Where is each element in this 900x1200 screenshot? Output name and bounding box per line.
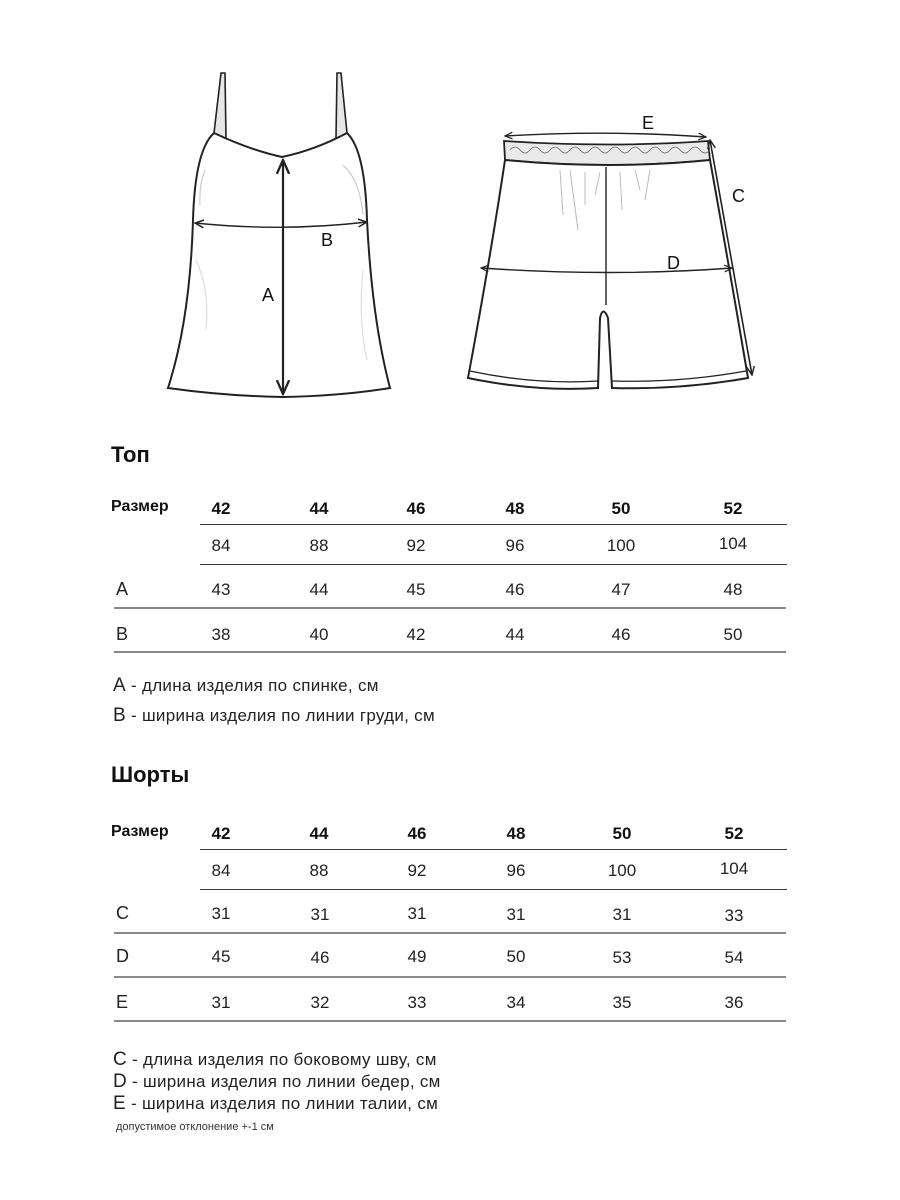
legend-text: - ширина изделия по линии бедер, см	[127, 1072, 441, 1091]
shorts-body-outline	[468, 160, 748, 389]
size-header-cell: 46	[406, 499, 426, 518]
legend-letter: A	[113, 675, 126, 696]
size-column-label: Размер	[111, 823, 169, 840]
table-cell: 45	[406, 580, 426, 599]
table-cell: 31	[310, 905, 330, 924]
measure-e-label: E	[642, 113, 655, 133]
table-cell: 47	[611, 580, 631, 599]
row-label: B	[116, 624, 129, 644]
legend-item	[113, 1071, 441, 1093]
legend-letter: C	[113, 1049, 128, 1070]
legend-text: - длина изделия по боковому шву, см	[127, 1050, 437, 1069]
size-header-cell: 50	[612, 824, 632, 843]
legend-text: - ширина изделия по линии груди, см	[125, 706, 435, 725]
table-cell: 44	[309, 580, 329, 599]
table-cell: 88	[309, 861, 329, 880]
table-cell: 46	[505, 580, 525, 599]
table-cell: 40	[309, 625, 329, 644]
size-header-cell: 46	[407, 824, 427, 843]
shorts-illustration	[460, 100, 770, 400]
table-cell: 96	[505, 536, 525, 555]
table-cell: 100	[606, 536, 636, 555]
table-cell: 92	[407, 861, 427, 880]
table-divider	[200, 849, 787, 850]
shorts-section-title: Шорты	[111, 762, 190, 787]
top-body-outline	[168, 133, 390, 397]
table-divider	[114, 976, 786, 978]
row-label: A	[116, 579, 129, 599]
size-header-cell: 42	[211, 824, 231, 843]
row-label: E	[116, 992, 129, 1012]
tolerance-note: допустимое отклонение +-1 см	[116, 1121, 274, 1133]
left-strap	[214, 73, 226, 138]
table-cell: 45	[211, 947, 231, 966]
legend-text: - длина изделия по спинке, см	[125, 676, 379, 695]
legend-letter: E	[113, 1093, 126, 1114]
table-cell: 49	[407, 947, 427, 966]
table-divider	[114, 651, 786, 653]
table-cell: 48	[723, 580, 743, 599]
legend-item	[113, 1093, 438, 1115]
table-cell: 43	[211, 580, 231, 599]
size-header-cell: 48	[505, 499, 525, 518]
table-cell: 100	[607, 861, 637, 880]
table-cell: 84	[211, 861, 231, 880]
table-divider	[200, 889, 787, 890]
table-divider	[200, 524, 787, 525]
table-cell: 31	[612, 905, 632, 924]
table-cell: 104	[718, 534, 748, 553]
table-cell: 42	[406, 625, 426, 644]
waistband	[504, 141, 710, 165]
table-cell: 46	[310, 948, 330, 967]
size-header-cell: 52	[724, 824, 744, 843]
table-cell: 50	[723, 625, 743, 644]
table-cell: 53	[612, 948, 632, 967]
table-cell: 54	[724, 948, 744, 967]
legend-item	[113, 705, 435, 727]
top-section-title: Топ	[111, 442, 150, 467]
measure-d-label: D	[667, 253, 680, 273]
table-cell: 84	[211, 536, 231, 555]
row-label: D	[116, 946, 129, 966]
size-header-cell: 42	[211, 499, 231, 518]
size-header-cell: 44	[309, 499, 329, 518]
table-cell: 50	[506, 947, 526, 966]
table-cell: 31	[407, 904, 427, 923]
table-cell: 46	[611, 625, 631, 644]
table-cell: 104	[719, 859, 749, 878]
table-divider	[114, 932, 786, 934]
legend-letter: B	[113, 705, 126, 726]
table-cell: 31	[211, 993, 231, 1012]
size-header-cell: 48	[506, 824, 526, 843]
measure-b-label: B	[321, 230, 334, 250]
legend-item	[113, 675, 379, 697]
right-strap	[336, 73, 347, 138]
table-cell: 96	[506, 861, 526, 880]
measure-c-label: C	[732, 186, 745, 206]
table-divider	[200, 564, 787, 565]
legend-letter: D	[113, 1071, 128, 1092]
table-cell: 33	[407, 993, 427, 1012]
table-cell: 44	[505, 625, 525, 644]
row-label: C	[116, 903, 129, 923]
table-cell: 92	[406, 536, 426, 555]
table-cell: 31	[506, 905, 526, 924]
table-cell: 36	[724, 993, 744, 1012]
table-cell: 31	[211, 904, 231, 923]
size-header-cell: 44	[309, 824, 329, 843]
top-garment-illustration	[150, 60, 420, 420]
legend-item	[113, 1049, 437, 1071]
table-cell: 38	[211, 625, 231, 644]
table-cell: 32	[310, 993, 330, 1012]
table-divider	[114, 607, 786, 609]
table-cell: 34	[506, 993, 526, 1012]
legend-text: - ширина изделия по линии талии, см	[125, 1094, 439, 1113]
measure-a-label: A	[262, 285, 275, 305]
table-cell: 35	[612, 993, 632, 1012]
table-cell: 33	[724, 906, 744, 925]
table-divider	[114, 1020, 786, 1022]
measure-e-arrow	[505, 133, 706, 137]
size-header-cell: 52	[723, 499, 743, 518]
size-column-label: Размер	[111, 498, 169, 515]
size-header-cell: 50	[611, 499, 631, 518]
table-cell: 88	[309, 536, 329, 555]
